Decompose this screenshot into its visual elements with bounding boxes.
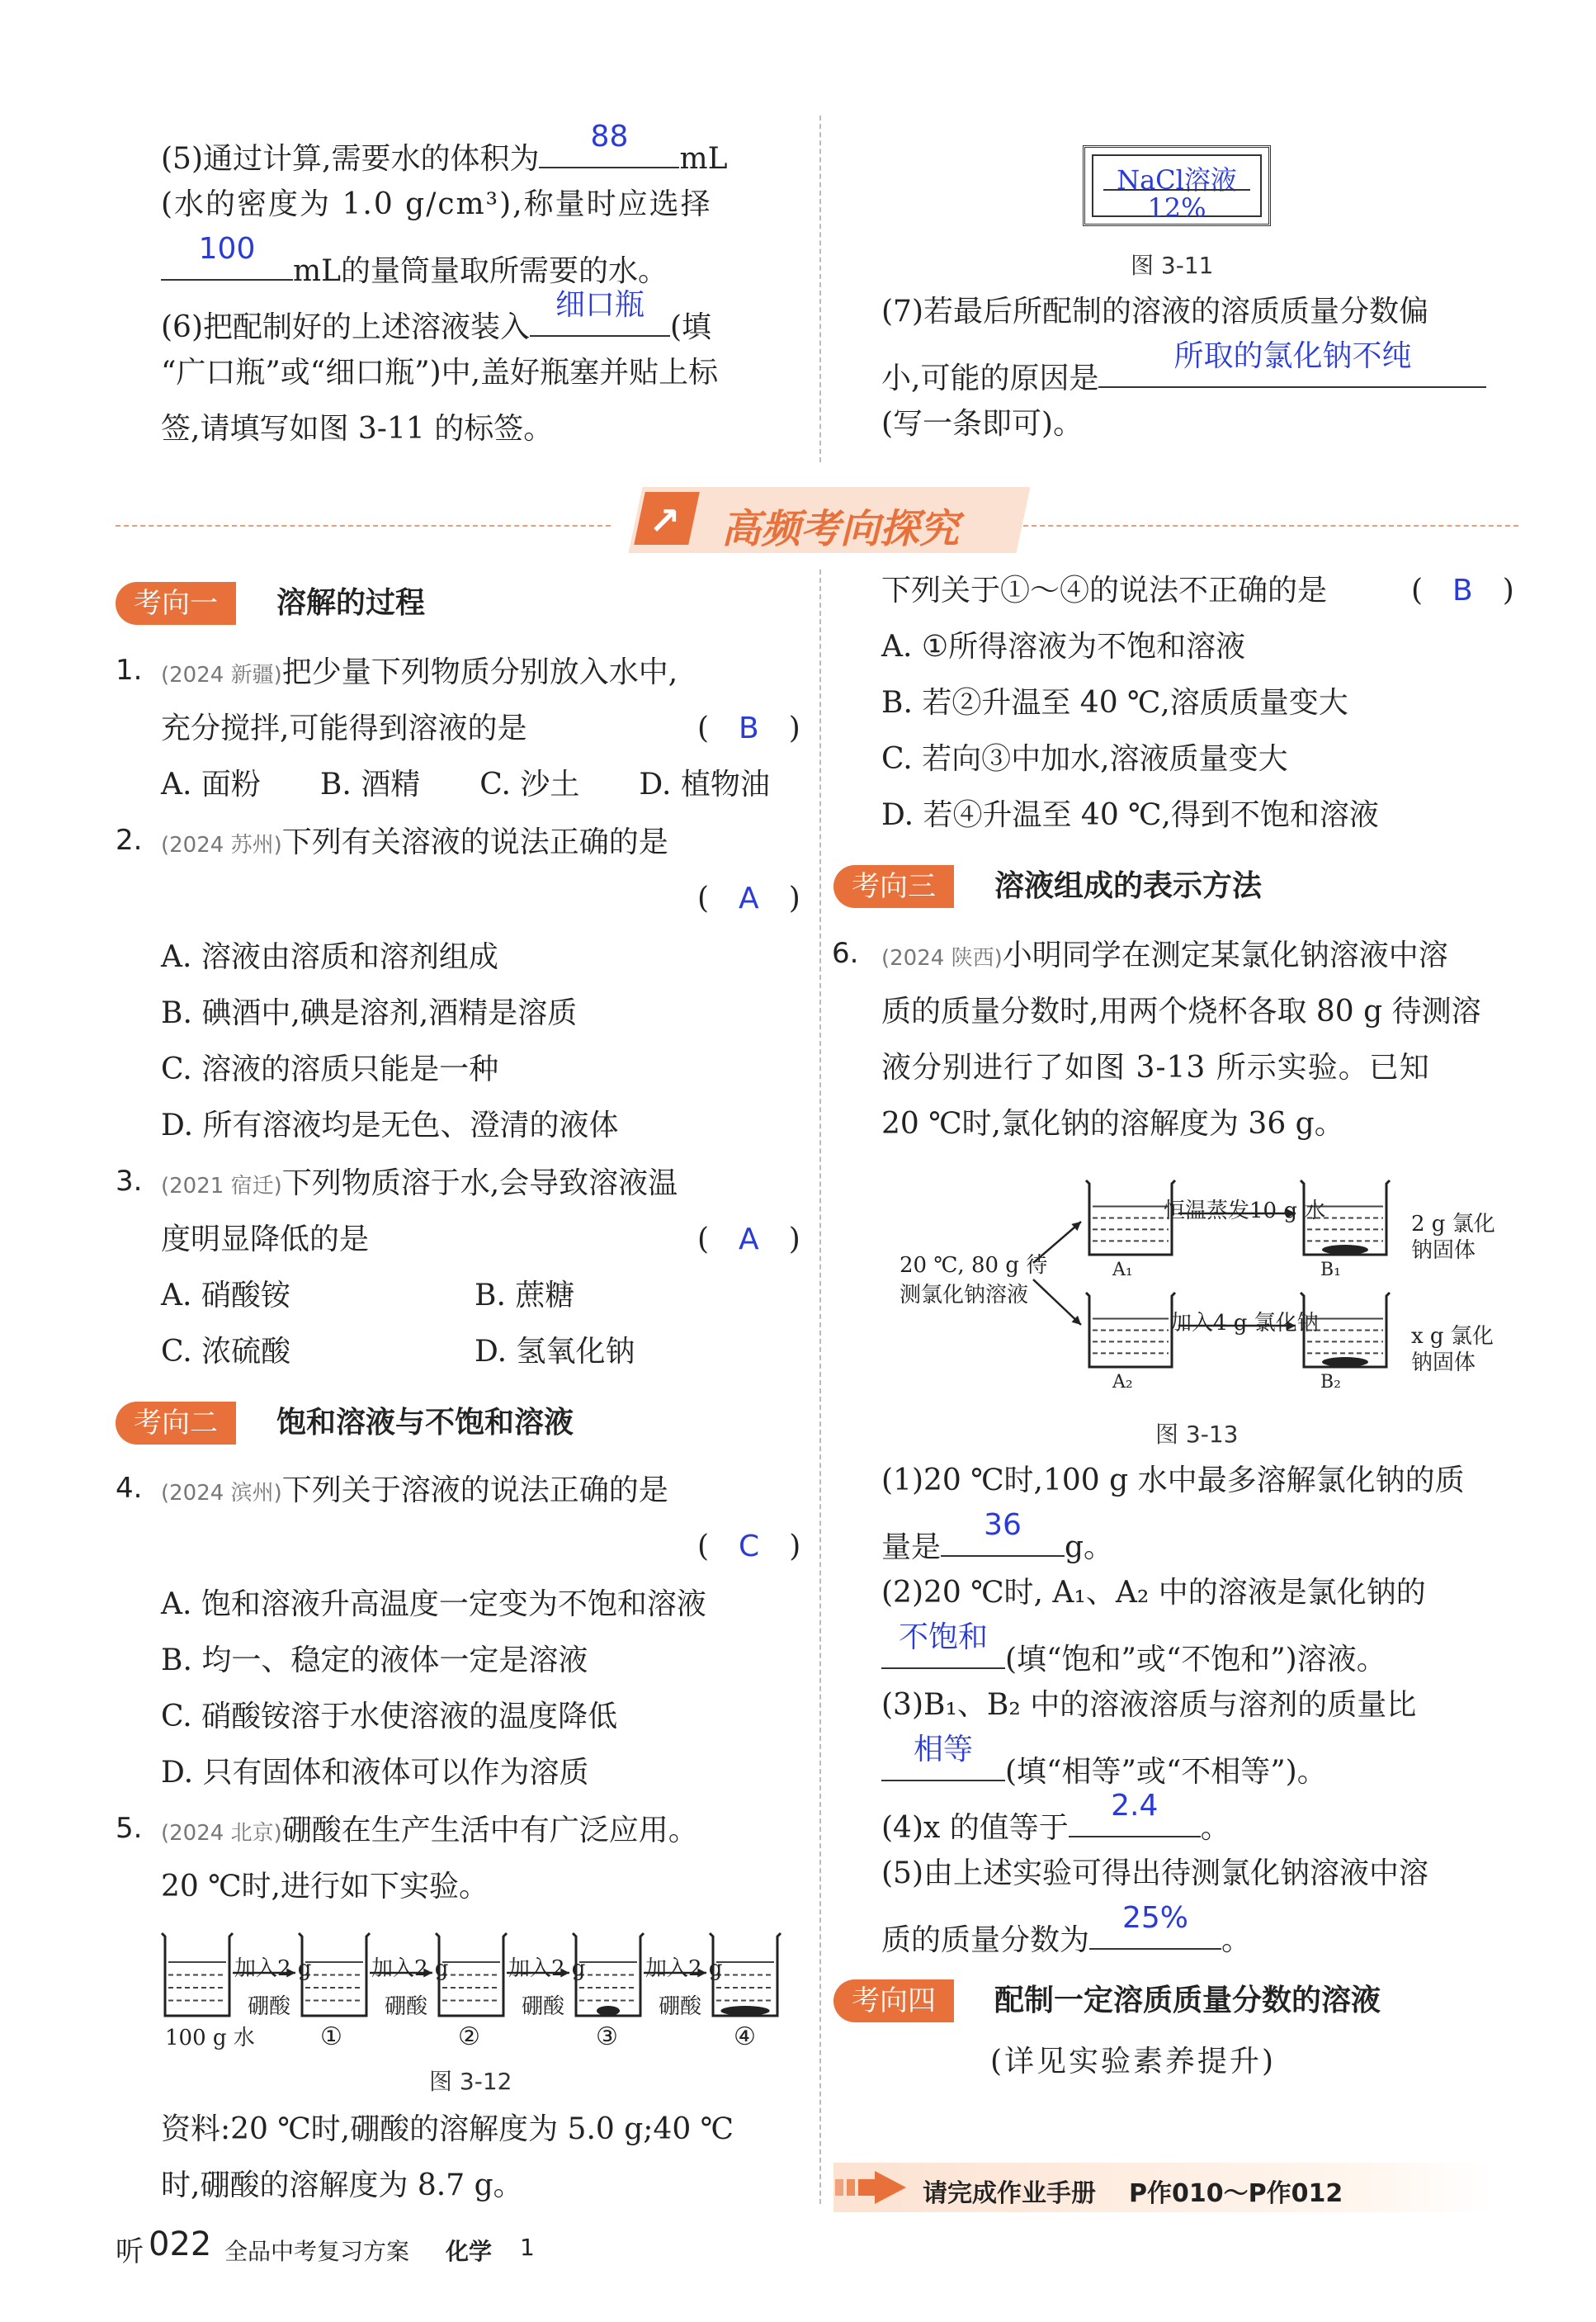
q5-info-b: 时,硼酸的溶解度为 8.7 g。 [161, 2168, 523, 2202]
fig-3-13-top-step: 恒温蒸发10 g 水 [1164, 1199, 1326, 1223]
q1-options: A. 面粉 B. 酒精 C. 沙土 D. 植物油 [161, 768, 770, 802]
page-prefix: 听 [116, 2235, 144, 2268]
section-2-header [116, 1402, 693, 1445]
section-3-header [833, 865, 1362, 908]
q6-sub1-b: 量是 36 g。 [881, 1508, 1114, 1564]
q6-sub4: (4)x 的值等于 2.4 。 [881, 1789, 1230, 1845]
q2-option-d: D. 所有溶液均是无色、澄清的液体 [161, 1109, 619, 1142]
q4-answer: ( C ) [697, 1530, 801, 1563]
q6-sub2-b: 不饱和 (填“饱和”或“不饱和”)溶液。 [881, 1634, 1386, 1675]
fig-3-13-bottom-step: 加入4 g 氯化钠 [1170, 1311, 1319, 1336]
q7-text-c: (写一条即可)。 [881, 407, 1084, 441]
book-title: 全品中考复习方案 [224, 2238, 410, 2265]
q5-answer: ( B ) [1411, 574, 1514, 608]
q4-option-b: B. 均一、稳定的液体一定是溶液 [161, 1643, 588, 1677]
fig-3-12-step-2-add: 加入2 g [371, 1956, 449, 1981]
answer-reason: 所取的氯化钠不纯 [1173, 339, 1412, 373]
q2-option-b: B. 碘酒中,碘是溶剂,酒精是溶质 [161, 996, 578, 1030]
banner-rule-right [1023, 525, 1518, 527]
fig-3-12-caption: 图 3-12 [429, 2068, 512, 2095]
answer-mass-fraction: 25% [1122, 1901, 1189, 1935]
q5b-text-b: 20 ℃时,进行如下实验。 [161, 1870, 489, 1903]
bottle-label [1083, 145, 1271, 226]
page-number: 022 [149, 2225, 212, 2263]
q5-ask: 下列关于①～④的说法不正确的是 [881, 574, 1328, 608]
fig-3-13-B1: B₁ [1320, 1260, 1341, 1280]
q4-option-c: C. 硝酸铵溶于水使溶液的温度降低 [161, 1700, 618, 1733]
fig-3-12-step-3-add: 加入2 g [508, 1956, 586, 1981]
q4-text-a: (2024 滨州)下列关于溶液的说法正确的是 [161, 1473, 668, 1507]
beaker-0 [162, 1933, 233, 2016]
answer-ratio: 相等 [913, 1733, 973, 1766]
fig-3-12-mark-4: ④ [734, 2022, 756, 2051]
q2-text-a: (2024 苏州)下列有关溶液的说法正确的是 [161, 825, 668, 859]
q1-text-b: 充分搅拌,可能得到溶液的是 [161, 712, 527, 745]
fig-3-12-mark-3: ③ [596, 2022, 618, 2051]
label-concentration: 12% [1147, 192, 1206, 224]
q7-text-b: 小,可能的原因是 所取的氯化钠不纯 [881, 353, 1486, 394]
q6-sub3-a: (3)B₁、B₂ 中的溶液溶质与溶剂的质量比 [881, 1688, 1417, 1722]
q5-option-a: A. ①所得溶液为不饱和溶液 [881, 630, 1246, 664]
q5-text-c: (水的密度为 1.0 g/cm³),称量时应选择 [161, 187, 712, 221]
fig-3-13-start-1: 20 ℃, 80 g 待 [900, 1253, 1048, 1278]
section-4-header [833, 1979, 1510, 2022]
q3-option-b: B. 蔗糖 [475, 1279, 575, 1312]
section-2-pill: 考向二 [116, 1402, 236, 1445]
fig-3-11-caption: 图 3-11 [1131, 252, 1214, 279]
q2-answer: ( A ) [697, 882, 800, 915]
q3-number: 3. [116, 1165, 143, 1198]
section-4-pill: 考向四 [833, 1979, 954, 2022]
beaker-A1 [1086, 1180, 1175, 1255]
section-3-pill: 考向三 [833, 865, 954, 908]
q7-text-a: (7)若最后所配制的溶液的溶质质量分数偏 [881, 295, 1428, 329]
q6-text-b: 质的质量分数时,用两个烧杯各取 80 g 待测溶 [881, 995, 1481, 1029]
q4-option-d: D. 只有固体和液体可以作为溶质 [161, 1756, 589, 1790]
q5-text-a: (5)通过计算,需要水的体积为 88 mL [161, 120, 728, 176]
fig-3-12-step-2-acid: 硼酸 [385, 1994, 428, 2019]
section-4-title: 配制一定溶质质量分数的溶液 [994, 1984, 1381, 2017]
answer-saturation: 不饱和 [898, 1620, 988, 1654]
answer-bottle: 细口瓶 [555, 288, 645, 322]
section-2-title: 饱和溶液与不饱和溶液 [276, 1406, 574, 1440]
label-solution-name: NaCl溶液 [1117, 164, 1237, 196]
q4-option-a: A. 饱和溶液升高温度一定变为不饱和溶液 [161, 1587, 706, 1621]
answer-water-volume: 88 [590, 120, 629, 154]
q5-option-d: D. 若④升温至 40 ℃,得到不饱和溶液 [881, 798, 1379, 832]
section-4-note: (详见实验素养提升) [990, 2045, 1277, 2078]
fig-3-13-bottom-result-1: x g 氯化 [1411, 1324, 1494, 1349]
q6-sub3-b: 相等 (填“相等”或“不相等”)。 [881, 1747, 1327, 1787]
fig-3-13-top-result-1: 2 g 氯化 [1411, 1212, 1495, 1237]
homework-range: P作010～P作012 [1129, 2179, 1343, 2208]
q6-text-c: “广口瓶”或“细口瓶”)中,盖好瓶塞并贴上标 [161, 356, 719, 390]
banner-title: 高频考向探究 [721, 506, 960, 552]
q6-sub5-b: 质的质量分数为 25% 。 [881, 1901, 1252, 1957]
q1-number: 1. [116, 654, 143, 687]
q3-option-c: C. 浓硫酸 [161, 1335, 291, 1369]
answer-x-value: 2.4 [1111, 1789, 1159, 1823]
section-3-title: 溶液组成的表示方法 [994, 869, 1263, 903]
q2-option-c: C. 溶液的溶质只能是一种 [161, 1052, 499, 1086]
q3-option-d: D. 氢氧化钠 [475, 1335, 635, 1369]
arrow-right-icon [835, 2169, 909, 2206]
fig-3-12-step-4-acid: 硼酸 [659, 1994, 702, 2019]
q6-sub2-a: (2)20 ℃时, A₁、A₂ 中的溶液是氯化钠的 [881, 1576, 1426, 1610]
section-1-header [116, 582, 462, 625]
homework-text: 请完成作业手册 [923, 2179, 1096, 2208]
q6-text-a: (6)把配制好的上述溶液装入 细口瓶 (填 [161, 288, 712, 344]
q5-text-d: 100 mL的量筒量取所需要的水。 [161, 246, 668, 286]
q5-info-a: 资料:20 ℃时,硼酸的溶解度为 5.0 g;40 ℃ [161, 2112, 734, 2146]
fig-3-12-step-1-acid: 硼酸 [248, 1994, 291, 2019]
fig-3-12-step-3-acid: 硼酸 [522, 1994, 565, 2019]
fig-3-12-water-label: 100 g 水 [165, 2026, 255, 2050]
fig-3-13-A1: A₁ [1112, 1260, 1133, 1280]
fig-3-13-start-2: 测氯化钠溶液 [900, 1283, 1029, 1308]
q5b-text-a: (2024 北京)硼酸在生产生活中有广泛应用。 [161, 1814, 698, 1847]
q1-text-a: (2024 新疆)把少量下列物质分别放入水中, [161, 655, 678, 689]
q6-text-d: 签,请填写如图 3-11 的标签。 [161, 412, 554, 446]
q1-answer: ( B ) [697, 712, 800, 745]
q6-text-a: (2024 陕西)小明同学在测定某氯化钠溶液中溶 [881, 939, 1448, 972]
subject: 化学 [446, 2238, 493, 2265]
q4-number: 4. [116, 1472, 143, 1505]
fig-3-13-branch-down [1033, 1279, 1081, 1325]
fig-3-12-mark-2: ② [458, 2022, 480, 2051]
q6-number: 6. [832, 937, 859, 970]
fig-3-12-mark-1: ① [320, 2022, 342, 2051]
q3-text-b: 度明显降低的是 [161, 1222, 370, 1256]
fig-3-13-caption: 图 3-13 [1155, 1421, 1239, 1448]
q5-number: 5. [116, 1812, 143, 1845]
beaker-A2 [1086, 1293, 1175, 1367]
fig-3-13-A2: A₂ [1112, 1372, 1133, 1393]
q6-text-c: 液分别进行了如图 3-13 所示实验。已知 [881, 1051, 1430, 1085]
arrow-up-right-icon: ↗ [649, 499, 681, 543]
answer-solubility: 36 [984, 1508, 1022, 1542]
q3-answer: ( A ) [697, 1222, 800, 1256]
q5-option-b: B. 若②升温至 40 ℃,溶质质量变大 [881, 686, 1348, 720]
column-divider [819, 570, 821, 2204]
fig-3-13-top-result-2: 钠固体 [1411, 1238, 1476, 1263]
q6-sub5-a: (5)由上述实验可得出待测氯化钠溶液中溶 [881, 1856, 1428, 1890]
q2-option-a: A. 溶液由溶质和溶剂组成 [161, 940, 498, 974]
section-1-pill: 考向一 [116, 582, 236, 625]
q2-number: 2. [116, 824, 143, 857]
q3-text-a: (2021 宿迁)下列物质溶于水,会导致溶液温 [161, 1166, 678, 1200]
answer-cylinder: 100 [198, 232, 256, 266]
q6-text-d: 20 ℃时,氯化钠的溶解度为 36 g。 [881, 1107, 1344, 1141]
column-divider-top [819, 116, 821, 462]
volume: 1 [520, 2234, 535, 2261]
section-1-title: 溶解的过程 [276, 586, 426, 620]
fig-3-13-B2: B₂ [1320, 1372, 1341, 1393]
fig-3-13-bottom-result-2: 钠固体 [1411, 1350, 1476, 1375]
q3-option-a: A. 硝酸铵 [161, 1279, 290, 1312]
q6-sub1-a: (1)20 ℃时,100 g 水中最多溶解氯化钠的质 [881, 1464, 1465, 1497]
fig-3-12-step-4-add: 加入2 g [645, 1956, 723, 1981]
fig-3-12-step-1-add: 加入2 g [234, 1956, 312, 1981]
banner-rule-left [116, 525, 611, 527]
q5-option-c: C. 若向③中加水,溶液质量变大 [881, 742, 1288, 776]
